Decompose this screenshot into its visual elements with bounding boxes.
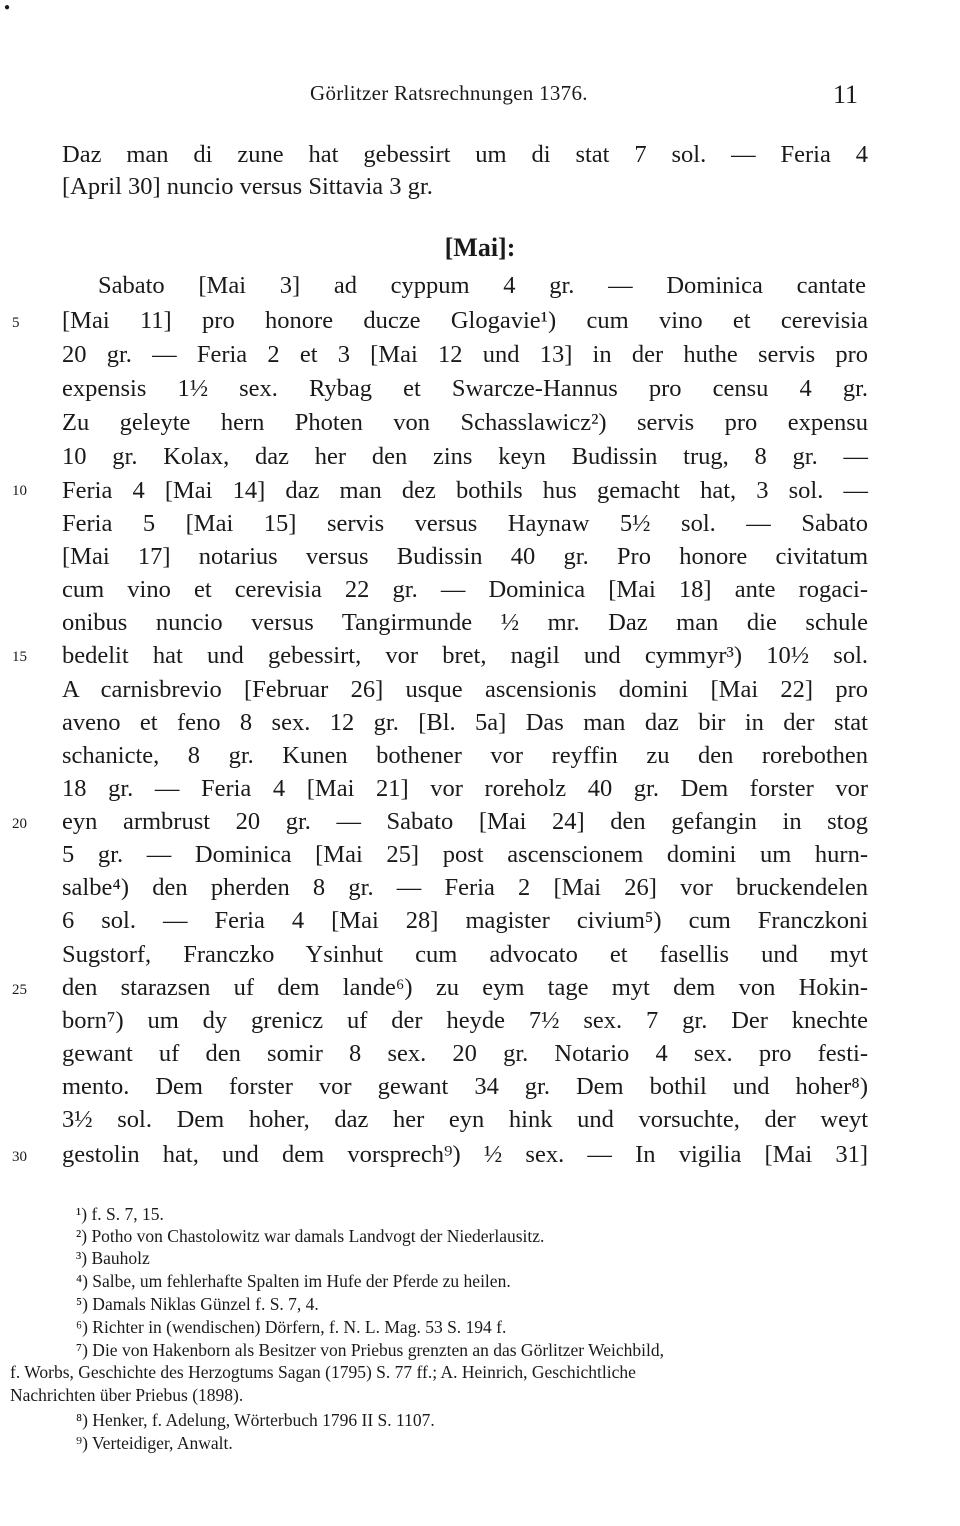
text-line: [Mai 11] pro honore ducze Glogavie¹) cum vino et cerevisia [62, 307, 868, 334]
footnote: ⁹) Verteidiger, Anwalt. [76, 1433, 233, 1453]
text-line: aveno et feno 8 sex. 12 gr. [Bl. 5a] Das man daz bir in der stat [62, 709, 868, 736]
text-line: Sugstorf, Franczko Ysinhut cum advocato et fasellis und myt [62, 941, 868, 968]
corner-mark: ● [4, 2, 11, 13]
footnote: ³) Bauholz [76, 1248, 150, 1268]
text-line: Feria 4 [Mai 14] daz man dez bothils hus gemacht hat, 3 sol. — [62, 477, 868, 504]
line-number: 5 [12, 315, 20, 331]
text-line: Daz man di zune hat gebessirt um di stat 7 sol. — Feria 4 [62, 141, 868, 168]
text-line: schanicte, 8 gr. Kunen bothener vor reyffin zu den rorebothen [62, 742, 868, 769]
footnote: ⁷) Die von Hakenborn als Besitzer von Priebus grenzten an das Görlitzer Weichbild, [76, 1340, 665, 1360]
text-line: den starazsen uf dem lande⁶) zu eym tage myt dem von Hokin- [62, 974, 868, 1001]
text-line: bedelit hat und gebessirt, vor bret, nagil und cymmyr³) 10½ sol. [62, 642, 868, 669]
text-line: gewant uf den somir 8 sex. 20 gr. Notario 4 sex. pro festi- [62, 1040, 868, 1067]
text-line: eyn armbrust 20 gr. — Sabato [Mai 24] den gefangin in stog [62, 808, 868, 835]
text-line: salbe⁴) den pherden 8 gr. — Feria 2 [Mai 26] vor bruckendelen [62, 874, 868, 901]
running-head: Görlitzer Ratsrechnungen 1376. [310, 81, 588, 105]
footnote: ²) Potho von Chastolowitz war damals Landvogt der Niederlausitz. [76, 1226, 545, 1246]
footnote: ⁴) Salbe, um fehlerhafte Spalten im Hufe der Pferde zu heilen. [76, 1271, 511, 1291]
text-line: cum vino et cerevisia 22 gr. — Dominica [Mai 18] ante rogaci- [62, 576, 868, 603]
line-number: 10 [12, 483, 27, 499]
footnote-continuation: Nachrichten über Priebus (1898). [10, 1385, 244, 1405]
page-number: 11 [833, 80, 859, 109]
footnote-continuation: f. Worbs, Geschichte des Herzogtums Sagan (1795) S. 77 ff.; A. Heinrich, Geschichtliche [10, 1362, 636, 1382]
footnote: ¹) f. S. 7, 15. [76, 1204, 164, 1224]
text-line: gestolin hat, und dem vorsprech⁹) ½ sex. — In vigilia [Mai 31] [62, 1141, 868, 1168]
line-number: 25 [12, 982, 27, 998]
footnote: ⁶) Richter in (wendischen) Dörfern, f. N. L. Mag. 53 S. 194 f. [76, 1317, 507, 1337]
line-number: 30 [12, 1149, 27, 1165]
text-line: mento. Dem forster vor gewant 34 gr. Dem bothil und hoher⁸) [62, 1073, 868, 1100]
text-line: 10 gr. Kolax, daz her den zins keyn Budissin trug, 8 gr. — [62, 443, 868, 470]
text-line: 6 sol. — Feria 4 [Mai 28] magister civium⁵) cum Franczkoni [62, 907, 868, 934]
text-line: expensis 1½ sex. Rybag et Swarcze-Hannus pro censu 4 gr. [62, 375, 868, 402]
text-line: Zu geleyte hern Photen von Schasslawicz²) servis pro expensu [62, 409, 868, 436]
text-line: [April 30] nuncio versus Sittavia 3 gr. [62, 173, 433, 200]
text-line: Feria 5 [Mai 15] servis versus Haynaw 5½ sol. — Sabato [62, 510, 868, 537]
text-line: [Mai 17] notarius versus Budissin 40 gr. Pro honore civitatum [62, 543, 868, 570]
text-line: Sabato [Mai 3] ad cyppum 4 gr. — Dominica cantate [98, 272, 866, 299]
text-line: 18 gr. — Feria 4 [Mai 21] vor roreholz 40 gr. Dem forster vor [62, 775, 868, 802]
section-heading: [Mai]: [444, 233, 516, 262]
text-line: 3½ sol. Dem hoher, daz her eyn hink und vorsuchte, der weyt [62, 1106, 868, 1133]
text-line: onibus nuncio versus Tangirmunde ½ mr. Daz man die schule [62, 609, 868, 636]
footnote: ⁸) Henker, f. Adelung, Wörterbuch 1796 II S. 1107. [76, 1410, 435, 1430]
line-number: 15 [12, 649, 27, 665]
text-line: A carnisbrevio [Februar 26] usque ascensionis domini [Mai 22] pro [62, 676, 868, 703]
text-line: 20 gr. — Feria 2 et 3 [Mai 12 und 13] in der huthe servis pro [62, 341, 868, 368]
footnote: ⁵) Damals Niklas Günzel f. S. 7, 4. [76, 1294, 319, 1314]
text-line: 5 gr. — Dominica [Mai 25] post ascenscionem domini um hurn- [62, 841, 868, 868]
text-line: born⁷) um dy grenicz uf der heyde 7½ sex. 7 gr. Der knechte [62, 1007, 868, 1034]
line-number: 20 [12, 816, 27, 832]
